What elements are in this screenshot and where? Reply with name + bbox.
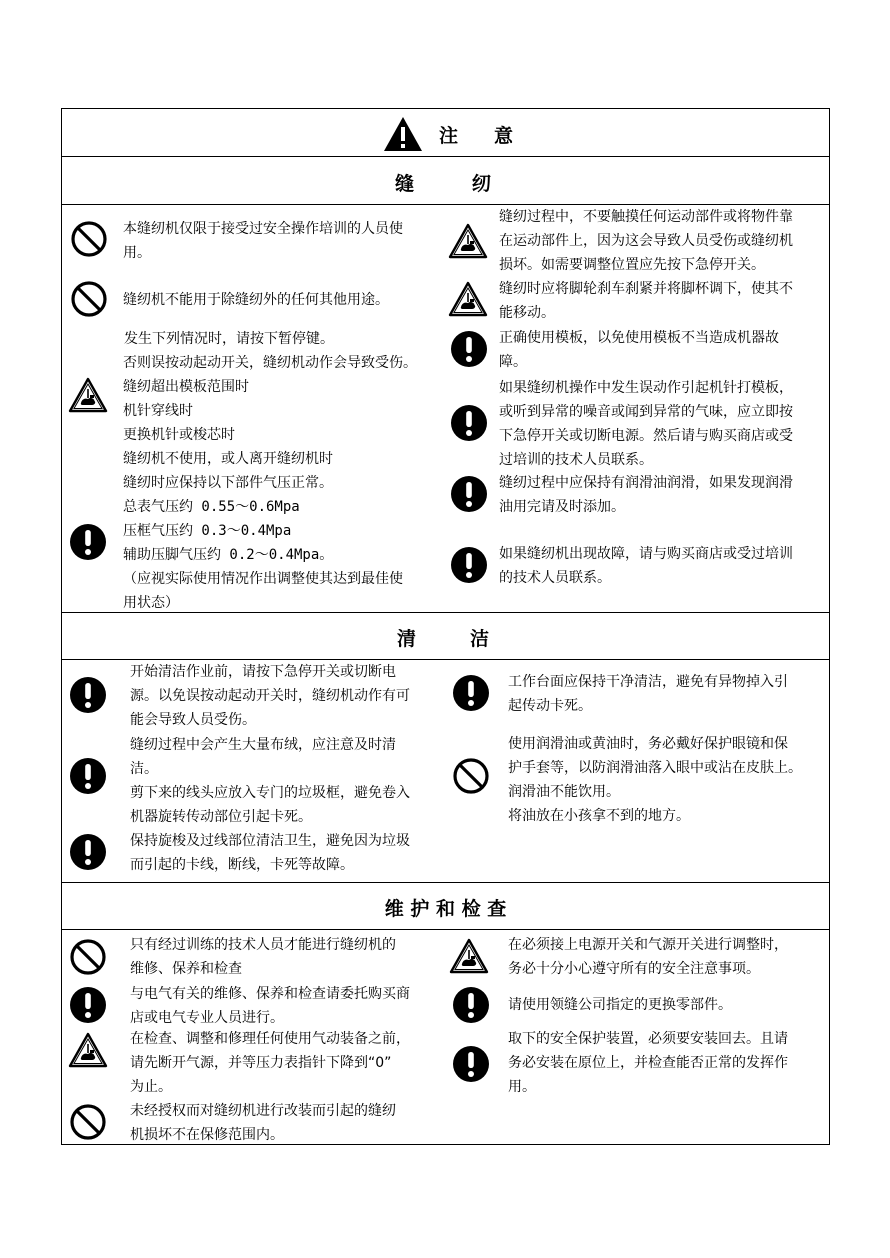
mandatory-action-icon [451, 1044, 491, 1084]
section-title-cleaning-1: 清 [397, 628, 417, 650]
mandatory-action-icon [451, 985, 491, 1025]
maintenance-left-item-2: 与电气有关的维修、保养和检查请委托购买商 店或电气专业人员进行。 [130, 986, 410, 1026]
notice-title-char-2: 意 [494, 125, 514, 147]
maintenance-right-item-1: 在必须接上电源开关和气源开关进行调整时， 务必十分小心遵守所有的安全注意事项。 [508, 937, 788, 977]
divider [62, 156, 829, 157]
section-title-sewing-2: 纫 [472, 173, 492, 195]
maintenance-left-item-4: 未经授权而对缝纫机进行改装而引起的缝纫 机损坏不在保修范围内。 [130, 1103, 396, 1143]
prohibition-icon [69, 279, 109, 319]
cleaning-right-item-2: 使用润滑油或黄油时，务必戴好保护眼镜和保 护手套等，以防润滑油落入眼中或沾在皮肤上。 润滑油不能饮用。 将油放在小孩拿不到的地方。 [508, 736, 802, 824]
divider [62, 612, 829, 613]
sewing-left-item-3: 发生下列情况时，请按下暂停键。 否则误按动起动开关，缝纫机动作会导致受伤。 缝纫超出模板范围时 机针穿线时 更换机针或梭芯时 缝纫机不使用，或人离开缝纫机时 [123, 331, 417, 467]
maintenance-right-item-3: 取下的安全保护装置，必须要安装回去。且请 务必安装在原位上，并检查能否正常的发挥作 用。 [508, 1031, 788, 1095]
prohibition-icon [69, 219, 109, 259]
sewing-left-item-2: 缝纫机不能用于除缝纫外的任何其他用途。 [123, 292, 389, 308]
hand-crush-hazard-icon [68, 1031, 108, 1071]
maintenance-left-item-3: 在检查、调整和修理任何使用气动装备之前， 请先断开气源，并等压力表指针下降到“0” 为止。 [130, 1031, 410, 1095]
mandatory-action-icon [68, 832, 108, 872]
mandatory-action-icon [68, 756, 108, 796]
sewing-right-item-5: 缝纫过程中应保持有润滑油润滑，如果发现润滑 油用完请及时添加。 [499, 475, 793, 515]
sewing-right-item-2: 缝纫时应将脚轮刹车刹紧并将脚杯调下，使其不 能移动。 [499, 281, 793, 321]
sewing-right-item-4: 如果缝纫机操作中发生误动作引起机针打模板， 或听到异常的噪音或闻到异常的气味，应立即按 下急停开关或切断电源。然后请与购买商店或受 过培训的技术人员联系。 [499, 380, 793, 468]
prohibition-icon [451, 756, 491, 796]
hand-crush-hazard-icon [448, 280, 488, 320]
mandatory-action-icon [449, 403, 489, 443]
sewing-right-item-6: 如果缝纫机出现故障，请与购买商店或受过培训 的技术人员联系。 [499, 546, 793, 586]
divider [62, 929, 829, 930]
notice-title-char-1: 注 [439, 125, 459, 147]
section-title-cleaning-2: 洁 [470, 628, 490, 650]
sewing-left-item-4: 缝纫时应保持以下部件气压正常。 总表气压约 0.55～0.6Mpa 压框气压约 0.3～0.4Mpa 辅助压脚气压约 0.2～0.4Mpa。 （应视实际使用情况作出调整使其达到最佳使 用状态） [123, 475, 403, 611]
hand-crush-hazard-icon [68, 376, 108, 416]
cleaning-right-item-1: 工作台面应保持干净清洁，避免有异物掉入引 起传动卡死。 [508, 674, 788, 714]
mandatory-action-icon [449, 474, 489, 514]
sewing-right-item-1: 缝纫过程中，不要触摸任何运动部件或将物件靠 在运动部件上，因为这会导致人员受伤或缝纫机 损坏。如需要调整位置应先按下急停开关。 [499, 209, 793, 273]
cleaning-left-item-1: 开始清洁作业前，请按下急停开关或切断电 源。以免误按动起动开关时，缝纫机动作有可 能会导致人员受伤。 [130, 664, 410, 728]
sewing-left-item-1: 本缝纫机仅限于接受过安全操作培训的人员使 用。 [123, 221, 403, 261]
mandatory-action-icon [68, 985, 108, 1025]
prohibition-icon [68, 1102, 108, 1142]
mandatory-action-icon [68, 675, 108, 715]
safety-notice-table [61, 108, 830, 1145]
section-title-sewing-1: 缝 [395, 173, 415, 195]
cleaning-left-item-3: 保持旋梭及过线部位清洁卫生，避免因为垃圾 而引起的卡线，断线，卡死等故障。 [130, 833, 410, 873]
hand-crush-hazard-icon [448, 222, 488, 262]
hand-crush-hazard-icon [449, 937, 489, 977]
cleaning-left-item-2: 缝纫过程中会产生大量布绒，应注意及时清 洁。 剪下来的线头应放入专门的垃圾框，避免卷入 机器旋转传动部位引起卡死。 [130, 737, 410, 825]
section-title-maintenance: 维 护 和 检 查 [384, 898, 507, 920]
mandatory-action-icon [449, 329, 489, 369]
mandatory-action-icon [68, 522, 108, 562]
notice-header [62, 109, 829, 156]
divider [62, 882, 829, 883]
maintenance-right-item-2: 请使用领缝公司指定的更换零部件。 [508, 997, 732, 1013]
mandatory-action-icon [451, 673, 491, 713]
mandatory-action-icon [449, 545, 489, 585]
sewing-right-item-3: 正确使用模板，以免使用模板不当造成机器故 障。 [499, 330, 779, 370]
maintenance-left-item-1: 只有经过训练的技术人员才能进行缝纫机的 维修、保养和检查 [130, 937, 396, 977]
prohibition-icon [68, 937, 108, 977]
warning-triangle-icon [383, 114, 423, 150]
